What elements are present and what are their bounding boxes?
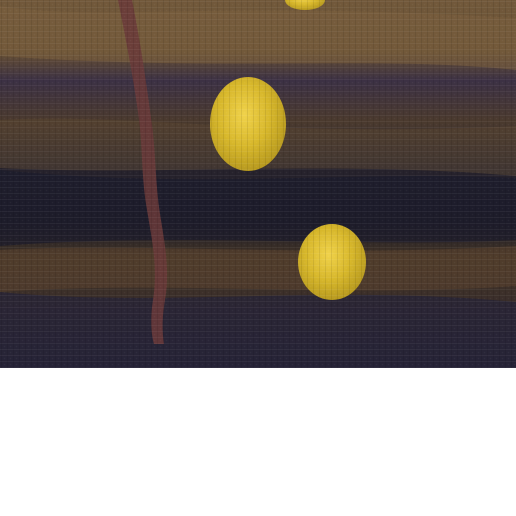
blank-area [0,368,516,516]
